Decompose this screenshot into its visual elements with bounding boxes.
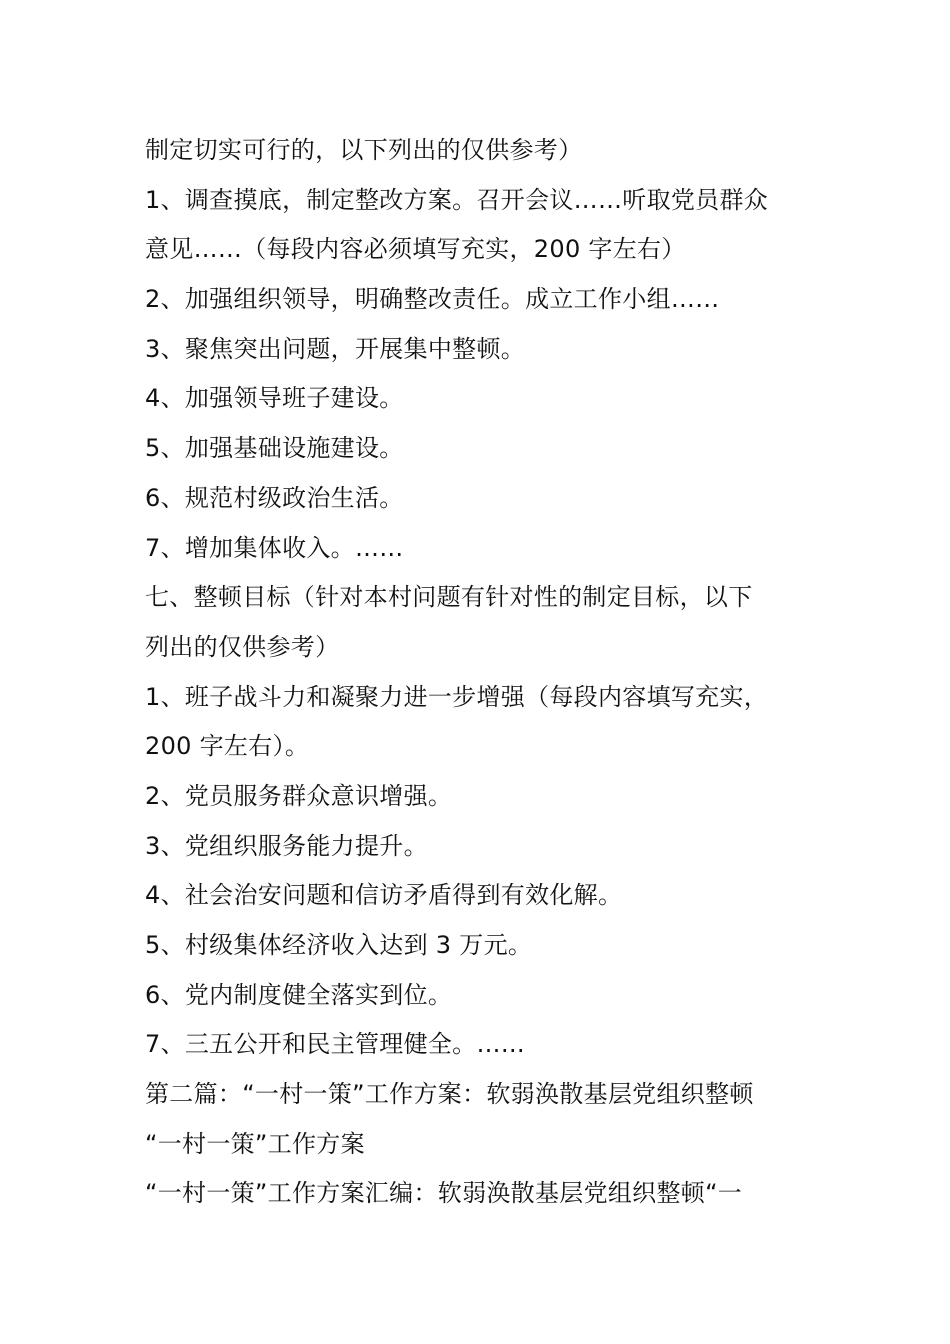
text-line: 7、增加集体收入。…… <box>145 533 404 562</box>
text-line: “一村一策”工作方案 <box>145 1129 365 1158</box>
text-line: 4、社会治安问题和信访矛盾得到有效化解。 <box>145 881 623 910</box>
section-heading: 七、整顿目标（针对本村问题有针对性的制定目标，以下 <box>145 583 753 612</box>
text-line: 3、聚焦突出问题，开展集中整顿。 <box>145 334 526 363</box>
text-line: 列出的仅供参考） <box>145 632 340 661</box>
text-line: 6、党内制度健全落实到位。 <box>145 980 453 1009</box>
text-line: “一村一策”工作方案汇编：软弱涣散基层党组织整顿“一 <box>145 1179 743 1208</box>
text-line: 5、村级集体经济收入达到 3 万元。 <box>145 931 533 959</box>
text-line: 制定切实可行的，以下列出的仅供参考） <box>145 136 583 164</box>
text-line: 3、党组织服务能力提升。 <box>145 831 428 860</box>
chapter-title: 第二篇：“一村一策”工作方案：软弱涣散基层党组织整顿 <box>145 1080 754 1109</box>
text-line: 1、调查摸底，制定整改方案。召开会议……听取党员群众 <box>145 185 769 214</box>
text-line: 6、规范村级政治生活。 <box>145 483 404 512</box>
text-line: 7、三五公开和民主管理健全。…… <box>145 1030 526 1059</box>
text-line: 2、党员服务群众意识增强。 <box>145 781 453 810</box>
text-line: 意见……（每段内容必须填写充实，200 字左右） <box>145 235 686 264</box>
text-line: 200 字左右）。 <box>145 732 310 761</box>
text-line: 2、加强组织领导，明确整改责任。成立工作小组…… <box>145 285 720 314</box>
text-line: 5、加强基础设施建设。 <box>145 434 404 463</box>
document-body <box>145 126 835 1219</box>
text-line: 4、加强领导班子建设。 <box>145 384 404 413</box>
text-line: 1、班子战斗力和凝聚力进一步增强（每段内容填写充实， <box>145 682 769 711</box>
